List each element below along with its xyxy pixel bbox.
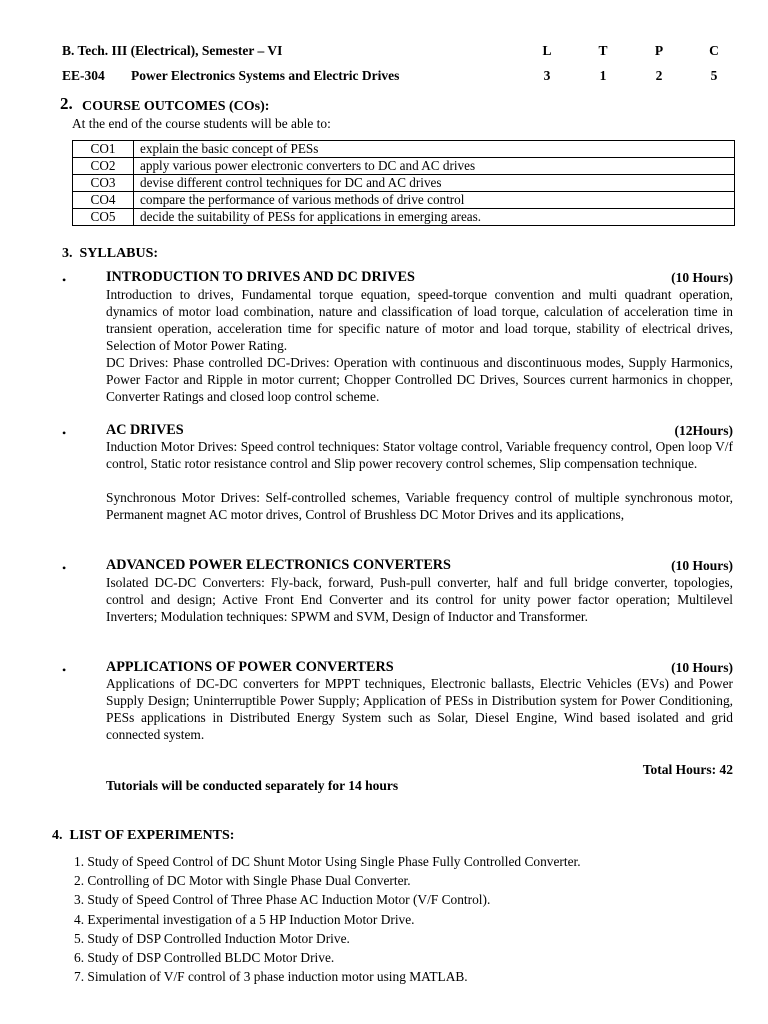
syllabus-heading: 3. SYLLABUS: [62, 246, 159, 261]
unit-paragraph: Isolated DC-DC Converters: Fly-back, forward, Push-pull converter, half and full bridge converter, topologies, control and design; Active Front End Converter and its control for unity power factor operation; Multilevel Inverters; Modulation techniques: SPWM and SVM, Design of Inductor and Transformer. [106, 575, 733, 624]
unit-paragraph: Applications of DC-DC converters for MPPT techniques, Electronic ballasts, Electric Vehicles (EVs) and Power Supply Design; Uninterruptible Power Supply; Application of PESs in Distribution system for Power Conditioning, PESs applications in Distributed Energy System such as Solar, Diesel Engine, Wind based isolated and grid connected system. [106, 676, 733, 742]
table-row [73, 175, 735, 192]
list-item: 5. Study of DSP Controlled Induction Motor Drive. [74, 930, 350, 946]
bullet-icon: • [62, 561, 67, 575]
co-text: explain the basic concept of PESs [134, 141, 735, 158]
unit-title: ADVANCED POWER ELECTRONICS CONVERTERS [106, 557, 451, 573]
outcomes-intro: At the end of the course students will be able to: [72, 116, 331, 131]
list-item: 3. Study of Speed Control of Three Phase AC Induction Motor (V/F Control). [74, 892, 491, 908]
co-text: apply various power electronic converters to DC and AC drives [134, 158, 735, 175]
bullet-icon: • [62, 663, 67, 677]
course-code: EE-304 [62, 68, 105, 83]
total-hours: Total Hours: 42 [642, 762, 733, 777]
unit-title: AC DRIVES [106, 422, 184, 438]
course-title: Power Electronics Systems and Electric Drives [131, 68, 400, 83]
ltpc-value-t: 1 [599, 68, 607, 83]
unit-paragraph: Introduction to drives, Fundamental torque equation, speed-torque convention and multi quadrant operation, dynamics of motor load combination, nature and classification of load torque, calculation of acceleration time in transient operation, acceleration time for specific nature of motor and load torque, stability of electrical drives, Selection of Motor Power Rating. [106, 287, 733, 353]
unit-hours: (10 Hours) [671, 660, 733, 675]
unit-hours: (12Hours) [674, 423, 733, 438]
list-item: 2. Controlling of DC Motor with Single Phase Dual Converter. [74, 873, 411, 889]
course-outcomes-table [72, 140, 735, 226]
list-item: 6. Study of DSP Controlled BLDC Motor Drive. [74, 950, 335, 966]
ltpc-header-l: L [542, 43, 552, 58]
ltpc-header-c: C [709, 43, 719, 58]
table-row [73, 141, 735, 158]
unit-title: INTRODUCTION TO DRIVES AND DC DRIVES [106, 269, 415, 285]
co-code: CO4 [73, 192, 134, 209]
co-code: CO5 [73, 209, 134, 226]
bullet-icon: • [62, 273, 67, 287]
ltpc-header-p: P [654, 43, 664, 58]
table-row [73, 192, 735, 209]
table-row [73, 158, 735, 175]
ltpc-value-p: 2 [655, 68, 663, 83]
outcomes-heading: COURSE OUTCOMES (COs): [82, 99, 270, 114]
unit-paragraph: DC Drives: Phase controlled DC-Drives: Operation with continuous and discontinuous modes, Supply Harmonics, Power Factor and Ripple in motor current; Chopper Controlled DC Drives, Sources current harmonics in chopper, Converter Ratings and closed loop control scheme. [106, 355, 733, 404]
outcomes-number: 2. [60, 94, 73, 113]
co-text: devise different control techniques for DC and AC drives [134, 175, 735, 192]
unit-title: APPLICATIONS OF POWER CONVERTERS [106, 659, 394, 675]
co-text: compare the performance of various methods of drive control [134, 192, 735, 209]
list-item: 7. Simulation of V/F control of 3 phase induction motor using MATLAB. [74, 969, 468, 985]
list-item: 1. Study of Speed Control of DC Shunt Motor Using Single Phase Fully Controlled Converter. [74, 854, 581, 869]
ltpc-value-c: 5 [710, 68, 718, 83]
ltpc-value-l: 3 [543, 68, 551, 83]
experiments-heading: 4. LIST OF EXPERIMENTS: [52, 828, 235, 843]
ltpc-header-t: T [598, 43, 608, 58]
tutorials-note: Tutorials will be conducted separately for 14 hours [106, 778, 399, 793]
unit-paragraph: Synchronous Motor Drives: Self-controlled schemes, Variable frequency control of multiple synchronous motor, Permanent magnet AC motor drives, Control of Brushless DC Motor Drives and its applications, [106, 490, 733, 522]
list-item: 4. Experimental investigation of a 5 HP Induction Motor Drive. [74, 911, 415, 927]
program-title: B. Tech. III (Electrical), Semester – VI [62, 43, 283, 58]
experiments-list [74, 852, 581, 986]
bullet-icon: • [62, 426, 67, 440]
co-code: CO1 [73, 141, 134, 158]
unit-hours: (10 Hours) [671, 270, 733, 285]
co-text: decide the suitability of PESs for applications in emerging areas. [134, 209, 735, 226]
table-row [73, 209, 735, 226]
co-code: CO3 [73, 175, 134, 192]
unit-hours: (10 Hours) [671, 558, 733, 573]
co-code: CO2 [73, 158, 134, 175]
unit-paragraph: Induction Motor Drives: Speed control techniques: Stator voltage control, Variable frequency control, Open loop V/f control, Static rotor resistance control and Slip power recovery control schemes, Slip compensation technique. [106, 439, 733, 471]
